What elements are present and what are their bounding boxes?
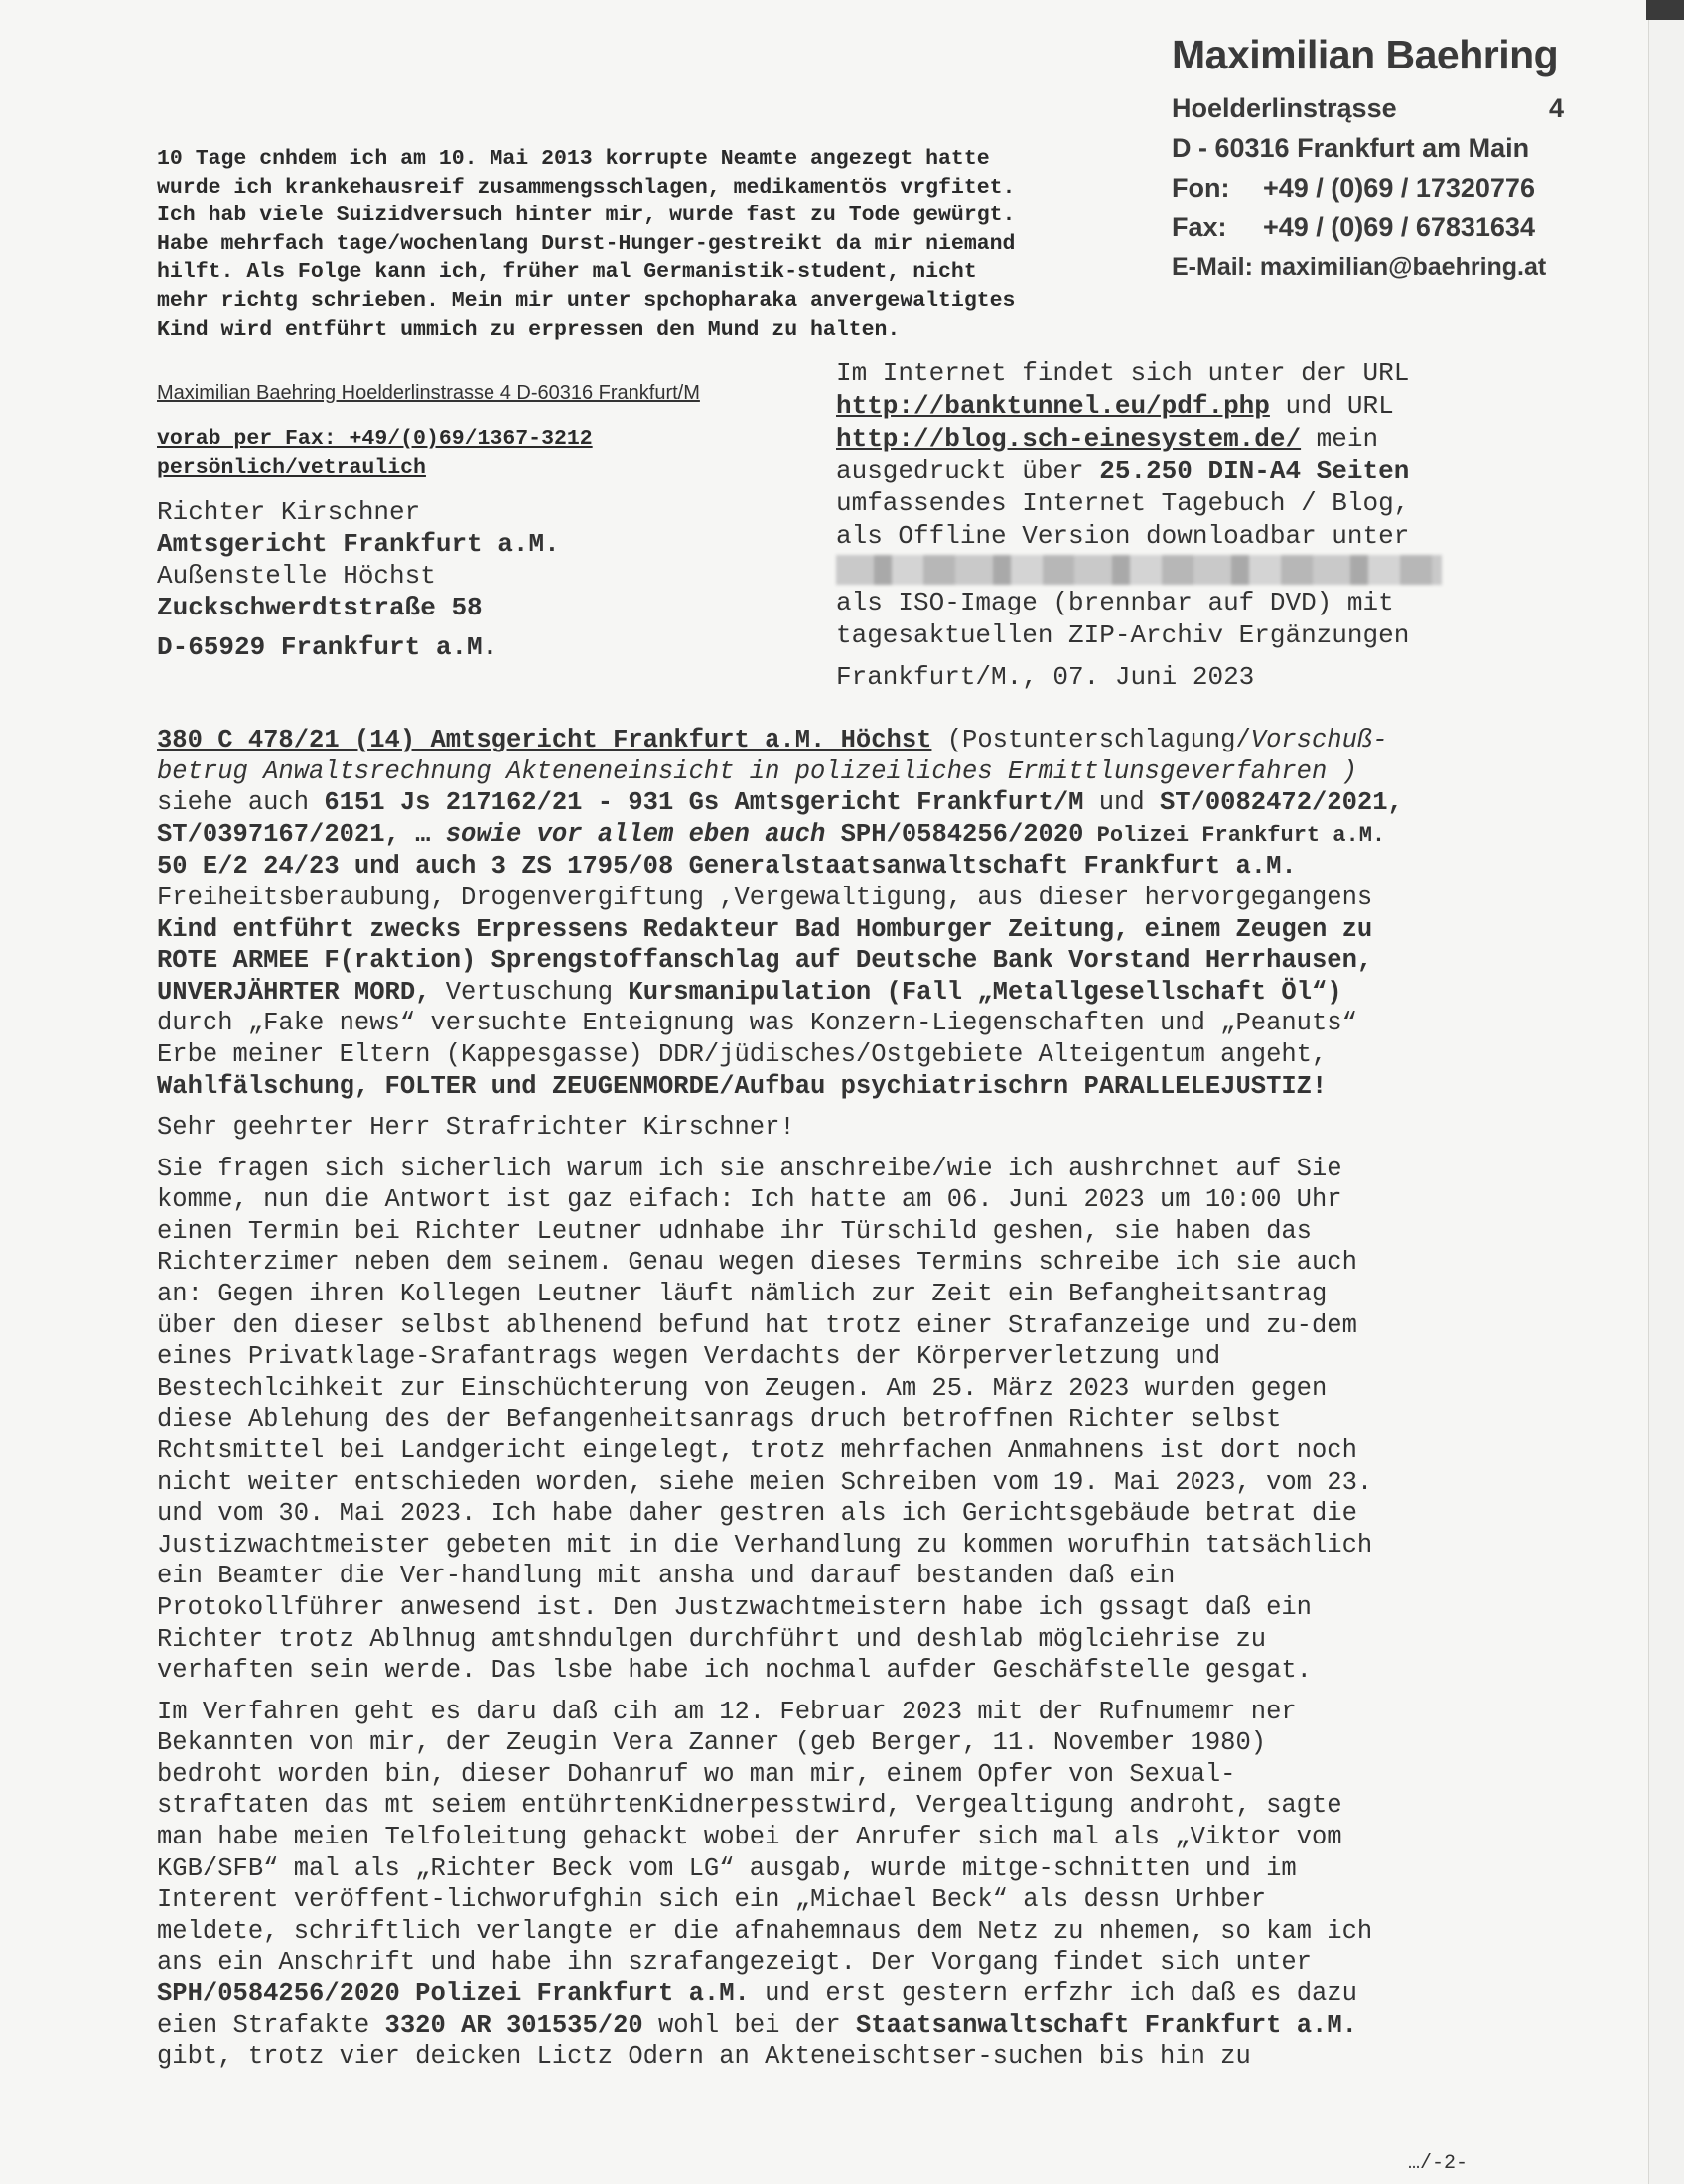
subject-line: betrug Anwaltsrechnung Akteneneinsicht in polizeiliches Ermittlunsgeverfahren ) — [157, 756, 1357, 786]
page-count: 25.250 DIN-A4 Seiten — [1099, 456, 1410, 486]
intro-line: wurde ich krankehausreif zusammengsschlagen, medikamentös vrgfitet. — [157, 175, 1016, 200]
intro-line: Kind wird entführt ummich zu erpressen den Mund zu halten. — [157, 317, 901, 341]
sender-letterhead — [1172, 32, 1589, 287]
scan-corner-shadow — [1646, 0, 1684, 20]
salutation: Sehr geehrter Herr Strafrichter Kirschner! — [157, 1113, 795, 1142]
intro-line: hilft. Als Folge kann ich, früher mal Germanistik-student, nicht — [157, 260, 977, 285]
subject-line: ROTE ARMEE F(raktion) Sprengstoffanschlag auf Deutsche Bank Vorstand Herrhausen, — [157, 946, 1373, 976]
return-address: Maximilian Baehring Hoelderlinstrasse 4 D-60316 Frankfurt/M — [157, 382, 700, 404]
subject-line: Freiheitsberaubung, Drogenvergiftung ,Vergewaltigung, aus dieser hervorgegangens — [157, 883, 1373, 912]
recipient-city: D-65929 Frankfurt a.M. — [157, 632, 498, 662]
fax-label: Fax: — [1172, 212, 1227, 242]
fax-note — [157, 425, 593, 482]
url-link-blog[interactable]: http://blog.sch-einesystem.de/ — [836, 423, 1302, 454]
letter-body — [157, 1112, 1497, 2083]
subject-line: UNVERJÄHRTER MORD, Vertuschung Kursmanipulation (Fall „Metallgesellschaft Öl“) — [157, 977, 1342, 1007]
subject-line: Erbe meiner Eltern (Kappesgasse) DDR/jüdisches/Ostgebiete Alteigentum angeht, — [157, 1039, 1328, 1069]
sender-email: E-Mail: maximilian@baehring.at — [1172, 253, 1547, 281]
sender-fax-line — [1172, 207, 1589, 247]
intro-line: Ich hab viele Suizidversuch hinter mir, wurde fast zu Tode gewürgt. — [157, 204, 1016, 228]
intro-paragraph — [157, 145, 1160, 343]
internet-line: umfassendes Internet Tagebuch / Blog, — [836, 488, 1410, 519]
fon-number: +49 / (0)69 / 17320776 — [1263, 173, 1535, 203]
sender-house-number: 4 — [1549, 93, 1565, 123]
sender-street-line — [1172, 88, 1589, 128]
letter-date: Frankfurt/M., 07. Juni 2023 — [836, 662, 1255, 693]
case-number: 380 C 478/21 (14) Amtsgericht Frankfurt a.M. Höchst — [157, 726, 932, 754]
internet-line: Im Internet findet sich unter der URL — [836, 358, 1410, 388]
recipient-address — [157, 496, 560, 663]
confidential-note: persönlich/vetraulich — [157, 456, 426, 479]
subject-line: 50 E/2 24/23 und auch 3 ZS 1795/08 Generalstaatsanwaltschaft Frankfurt a.M. — [157, 852, 1297, 882]
redacted-url — [836, 555, 1442, 585]
sender-fon-line — [1172, 168, 1589, 207]
intro-line: mehr richtg schrieben. Mein mir unter spchopharaka anvergewaltigtes — [157, 288, 1016, 313]
recipient-court: Amtsgericht Frankfurt a.M. — [157, 529, 560, 559]
intro-line: 10 Tage cnhdem ich am 10. Mai 2013 korrupte Neamte angezegt hatte — [157, 147, 990, 171]
page-continuation-marker: …/-2- — [1408, 2152, 1469, 2175]
recipient-name: Richter Kirschner — [157, 497, 421, 527]
sender-name: Maximilian Baehring — [1172, 32, 1559, 77]
internet-line: http://blog.sch-einesystem.de/ mein — [836, 423, 1379, 454]
internet-line: http://banktunnel.eu/pdf.php und URL — [836, 390, 1394, 421]
subject-line: siehe auch 6151 Js 217162/21 - 931 Gs Amtsgericht Frankfurt/M und ST/0082472/2021, — [157, 788, 1403, 818]
subject-line: ST/0397167/2021, … sowie vor allem eben auch SPH/0584256/2020 Polizei Frankfurt a.M. — [157, 819, 1386, 849]
internet-line: als ISO-Image (brennbar auf DVD) mit — [836, 587, 1394, 617]
fon-label: Fon: — [1172, 173, 1230, 203]
recipient-street: Zuckschwerdtstraße 58 — [157, 593, 483, 622]
recipient-branch: Außenstelle Höchst — [157, 561, 436, 591]
fax-number: +49 / (0)69 / 67831634 — [1263, 212, 1535, 242]
fax-note-line: vorab per Fax: +49/(0)69/1367-3212 — [157, 427, 593, 451]
paragraph-1: Sie fragen sich sicherlich warum ich sie anschreibe/wie ich aushrchnet auf Sie komme, nun die Antwort ist gaz eifach: Ich hatte am 06. Juni 2023 um 10:00 Uhr einen Termin bei Richter Leutner udnhabe ihr Türschild geshen, sie haben das Richterzimer neben dem seinem. Genau wegen dieses Termins schreibe ich sie auch an: Gegen ihren Kollegen Leutner läuft nämlich zur Zeit ein Befangheitsantrag über den dieser selbst ablhenend befund hat trotz einer Strafanzeige und zu-dem eines Privatklage-Srafantrags wegen Verdachts der Körperverletzung und Bestechlcihkeit zur Einschüchterung von Zeugen. Am 25. März 2023 wurden gegen diese Ablehung des der Befangenheitsanrags druch betroffnen Richter selbst Rchtsmittel bei Landgericht eingelegt, trotz mehrfachen Anmahnens ist dort noch nicht weiter entschieden worden, siehe meien Schreiben vom 19. Mai 2023, vom 23. und vom 30. Mai 2023. Ich habe daher gestren als ich Gerichtsgebäude betrat die Justizwachtmeister gebeten mit in die Verhandlung zu kommen worufhin tatsächlich ein Beamter die Ver-handlung mit ansha und darauf bestanden daß ein Protokollführer anwesend ist. Den Justzwachtmeistern habe ich gssagt daß ein Richter trotz Ablhnug amtshndulgen durchführt und deshlab möglciehrise zu verhaften sein werde. Das lsbe habe ich nochmal aufder Geschäfstelle gesgat. — [157, 1154, 1373, 1686]
internet-line: tagesaktuellen ZIP-Archiv Ergänzungen — [836, 619, 1410, 650]
intro-line: Habe mehrfach tage/wochenlang Durst-Hunger-gestreikt da mir niemand — [157, 231, 1016, 256]
subject-line: 380 C 478/21 (14) Amtsgericht Frankfurt a.M. Höchst (Postunterschlagung/Vorschuß- — [157, 726, 1388, 754]
subject-block — [157, 725, 1487, 1102]
subject-line: durch „Fake news“ versuchte Enteignung was Konzern-Liegenschaften und „Peanuts“ — [157, 1009, 1357, 1038]
internet-info-block — [836, 357, 1491, 694]
paragraph-2: Im Verfahren geht es daru daß cih am 12. Februar 2023 mit der Rufnumemr ner Bekannten von mir, der Zeugin Vera Zanner (geb Berger, 11. November 1980) bedroht worden bin, dieser Dohanruf wo man mir, einem Opfer von Sexual- straftaten das mt seiem entührtenKidnerpesstwird, Vergealtigung androht, sagte man habe meien Telfoleitung gehackt wobei der Anrufer sich mal als „Viktor vom KGB/SFB“ mal als „Richter Beck vom LG“ ausgab, wurde mitge-schnitten und im Interent veröffent-lichworufghin sich ein „Michael Beck“ als dessn Urhber meldete, schriftlich verlangte er die afnahemnaus dem Netz zu nhemen, so kam ich ans ein Anschrift und habe ihn szrafangezeigt. Der Vorgang findet sich unter SPH/0584256/2020 Polizei Frankfurt a.M. und erst gestern erfzhr ich daß es dazu eien Strafakte 3320 AR 301535/20 wohl bei der Staatsanwaltschaft Frankfurt a.M. gibt, trotz vier deicken Lictz Odern an Akteneischtser-suchen bis hin zu — [157, 1697, 1373, 2072]
sender-city: D - 60316 Frankfurt am Main — [1172, 133, 1530, 163]
internet-line: ausgedruckt über 25.250 DIN-A4 Seiten — [836, 456, 1410, 486]
sender-street: Hoelderlinstrąsse — [1172, 93, 1397, 123]
url-link-banktunnel[interactable]: http://banktunnel.eu/pdf.php — [836, 390, 1270, 421]
subject-line: Kind entführt zwecks Erpressens Redakteur Bad Homburger Zeitung, einem Zeugen zu — [157, 914, 1373, 944]
subject-line: Wahlfälschung, FOLTER und ZEUGENMORDE/Aufbau psychiatrischrn PARALLELEJUSTIZ! — [157, 1071, 1328, 1101]
internet-line: als Offline Version downloadbar unter — [836, 520, 1410, 551]
